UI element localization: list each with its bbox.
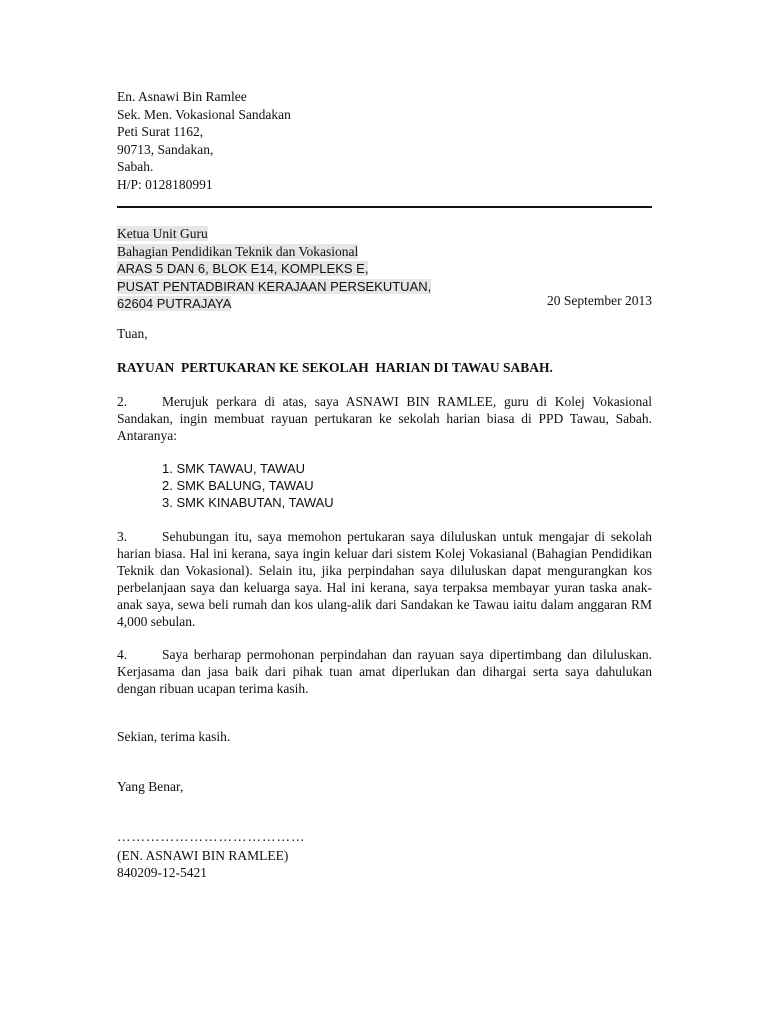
sender-school: Sek. Men. Vokasional Sandakan [117,106,291,122]
yang-benar: Yang Benar, [117,779,184,794]
school-list-item: 2. SMK BALUNG, TAWAU [162,478,314,493]
recipient-address [117,225,431,313]
sender-phone: H/P: 0128180991 [117,176,213,192]
paragraph-2-number: 2. [117,394,128,409]
paragraph-3-text: Sehubungan itu, saya memohon pertukaran saya diluluskan untuk mengajar di sekolah harian biasa. Hal ini kerana, saya ingin keluar dari sistem Kolej Vokasianal (Bahagian Pendidikan Teknik dan Vokasional). Selain itu, jika perpindahan saya diluluskan dapat mengurangkan kos perbelanjaan saya dan keluarga saya. Hal ini kerana, saya terpaksa membayar yuran taska anak-anak saya, sewa beli rumah dan kos ulang-alik dari Sandakan ke Tawau iaitu dalam anggaran RM 4,000 sebulan. [117,529,652,629]
paragraph-3-number: 3. [117,529,128,544]
recipient-address-line-2: PUSAT PENTADBIRAN KERAJAAN PERSEKUTUAN, [117,278,432,294]
ic-number: 840209-12-5421 [117,865,207,880]
sender-name: En. Asnawi Bin Ramlee [117,89,247,104]
school-list-item: 3. SMK KINABUTAN, TAWAU [162,495,334,510]
school-list [162,460,334,511]
sender-address [117,88,291,193]
sender-po-box: Peti Surat 1162, [117,124,204,139]
recipient-division: Bahagian Pendidikan Teknik dan Vokasional [117,243,359,259]
letter-subject: RAYUAN PERTUKARAN KE SEKOLAH HARIAN DI TAWAU SABAH. [117,360,553,375]
paragraph-4-text: Saya berharap permohonan perpindahan dan rayuan saya dipertimbang dan diluluskan. Kerjasama dan jasa baik dari pihak tuan amat diperlukan dan dihargai serta saya dahulukan dengan ribuan ucapan terima kasih. [117,647,652,696]
letter-date: 20 September 2013 [547,293,652,308]
signature-line: ………………………………… [117,829,306,844]
paragraph-2 [117,393,652,444]
sender-state: Sabah. [117,159,154,174]
paragraph-4 [117,646,652,697]
signatory-block [117,847,288,881]
salutation: Tuan, [117,326,148,341]
school-list-item: 1. SMK TAWAU, TAWAU [162,461,306,476]
recipient-address-line-1: ARAS 5 DAN 6, BLOK E14, KOMPLEKS E, [117,261,369,276]
paragraph-2-text: Merujuk perkara di atas, saya ASNAWI BIN RAMLEE, guru di Kolej Vokasional Sandakan, ingin membuat rayuan pertukaran ke sekolah harian biasa di PPD Tawau, Sabah. Antaranya: [117,394,652,443]
recipient-title: Ketua Unit Guru [117,226,208,241]
paragraph-3 [117,528,652,630]
sender-postcode-city: 90713, Sandakan, [117,141,214,157]
header-divider [117,206,652,208]
paragraph-4-number: 4. [117,647,128,662]
signatory-name: (EN. ASNAWI BIN RAMLEE) [117,848,289,863]
recipient-address-line-3: 62604 PUTRAJAYA [117,296,232,311]
closing-line: Sekian, terima kasih. [117,729,231,744]
